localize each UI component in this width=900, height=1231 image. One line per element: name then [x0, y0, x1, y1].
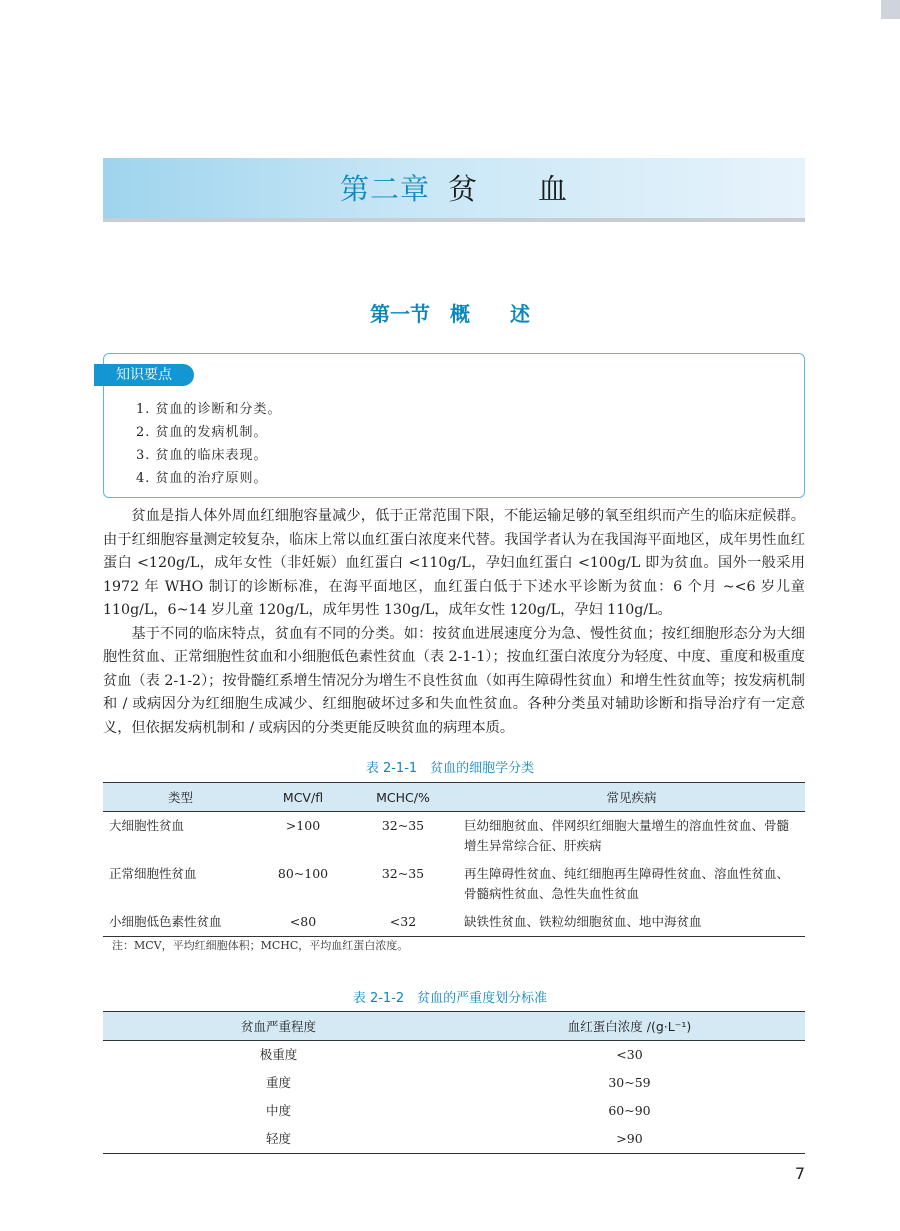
table-cell: 重度 — [265, 1075, 291, 1090]
table-cytology-classification — [103, 782, 805, 937]
table-cell: 巨幼细胞贫血、伴网织红细胞大量增生的溶血性贫血、骨髓增生异常综合征、肝疾病 — [464, 818, 790, 853]
corner-mark — [881, 0, 900, 19]
table-row — [103, 1041, 805, 1070]
knowledge-point-item: 1. 贫血的诊断和分类。 — [136, 402, 282, 417]
knowledge-points-list — [136, 398, 282, 490]
table-cell: 32~35 — [381, 818, 425, 833]
section-title: 第一节 概 述 — [370, 302, 530, 326]
chapter-title — [103, 158, 805, 220]
table-header-row — [103, 783, 805, 812]
paragraph: 贫血是指人体外周血红细胞容量减少，低于正常范围下限，不能运输足够的氧至组织而产生的临床症候群。由于红细胞容量测定较复杂，临床上常以血红蛋白浓度来代替。我国学者认为在我国海平面地区，成年男性血红蛋白 <120g/L，成年女性（非妊娠）血红蛋白 <110g/L，孕妇血红蛋白 <100g/L 即为贫血。国外一般采用 1972 年 WHO 制订的诊断标准，在海平面地区，血红蛋白低于下述水平诊断为贫血：6 个月 ~<6 岁儿童 110g/L，6~14 岁儿童 120g/L，成年男性 130g/L，成年女性 120g/L，孕妇 110g/L。 — [103, 508, 805, 618]
table-cell: 正常细胞性贫血 — [109, 866, 197, 881]
knowledge-point-item: 3. 贫血的临床表现。 — [136, 448, 268, 463]
column-header: MCV/fl — [258, 783, 348, 812]
column-header: 血红蛋白浓度 /(g·L⁻¹) — [454, 1012, 805, 1041]
table2-title: 表 2-1-2 贫血的严重度划分标准 — [352, 991, 548, 1006]
table-row — [103, 1125, 805, 1154]
table-row — [103, 1097, 805, 1125]
table-cell: <32 — [348, 908, 458, 937]
table-cell: <30 — [616, 1047, 643, 1062]
chapter-banner — [103, 158, 805, 222]
table-cell: 80~100 — [277, 866, 329, 881]
table-cell: 32~35 — [381, 866, 425, 881]
table-cell: 轻度 — [103, 1125, 454, 1154]
table-row — [103, 812, 805, 861]
knowledge-points-box — [103, 353, 805, 498]
table-row — [103, 1069, 805, 1097]
knowledge-point-item: 2. 贫血的发病机制。 — [136, 425, 268, 440]
table-cell: 30~59 — [608, 1075, 651, 1090]
column-header: MCHC/% — [348, 783, 458, 812]
paragraph: 基于不同的临床特点，贫血有不同的分类。如：按贫血进展速度分为急、慢性贫血；按红细胞形态分为大细胞性贫血、正常细胞性贫血和小细胞低色素性贫血（表 2-1-1）；按血红蛋白浓度分为轻度、中度、重度和极重度贫血（表 2-1-2）；按骨髓红系增生情况分为增生不良性贫血（如再生障碍性贫血）和增生性贫血等；按发病机制和 / 或病因分为红细胞生成减少、红细胞破坏过多和失血性贫血。各种分类虽对辅助诊断和指导治疗有一定意义，但依据发病机制和 / 或病因的分类更能反映贫血的病理本质。 — [103, 625, 805, 736]
column-header: 贫血严重程度 — [103, 1012, 454, 1041]
chapter-number: 第二章 — [339, 172, 430, 206]
table-header-row — [103, 1012, 805, 1041]
table-cell: <80 — [258, 908, 348, 937]
table-cell: >100 — [285, 818, 321, 833]
table-row — [103, 860, 805, 908]
column-header: 常见疾病 — [458, 783, 805, 812]
table-cell: 缺铁性贫血、铁粒幼细胞贫血、地中海贫血 — [458, 908, 805, 937]
column-header: 类型 — [103, 783, 258, 812]
table-cell: 再生障碍性贫血、纯红细胞再生障碍性贫血、溶血性贫血、骨髓病性贫血、急性失血性贫血 — [464, 866, 790, 901]
knowledge-point-item: 4. 贫血的治疗原则。 — [136, 471, 268, 486]
table-cell: 60~90 — [608, 1103, 651, 1118]
table-severity-classification — [103, 1011, 805, 1154]
knowledge-points-label: 知识要点 — [94, 364, 194, 386]
body-text — [103, 505, 805, 740]
table-cell: 大细胞性贫血 — [109, 818, 185, 833]
table-row — [103, 908, 805, 937]
page-number: 7 — [794, 1164, 805, 1183]
table1-note: 注：MCV，平均红细胞体积；MCHC，平均血红蛋白浓度。 — [112, 939, 409, 952]
table-cell: 中度 — [265, 1103, 291, 1118]
table-cell: 小细胞低色素性贫血 — [103, 908, 258, 937]
chapter-name: 贫 血 — [448, 172, 569, 206]
table-cell: 极重度 — [259, 1047, 298, 1062]
table-cell: >90 — [454, 1125, 805, 1154]
table1-title: 表 2-1-1 贫血的细胞学分类 — [365, 761, 535, 776]
